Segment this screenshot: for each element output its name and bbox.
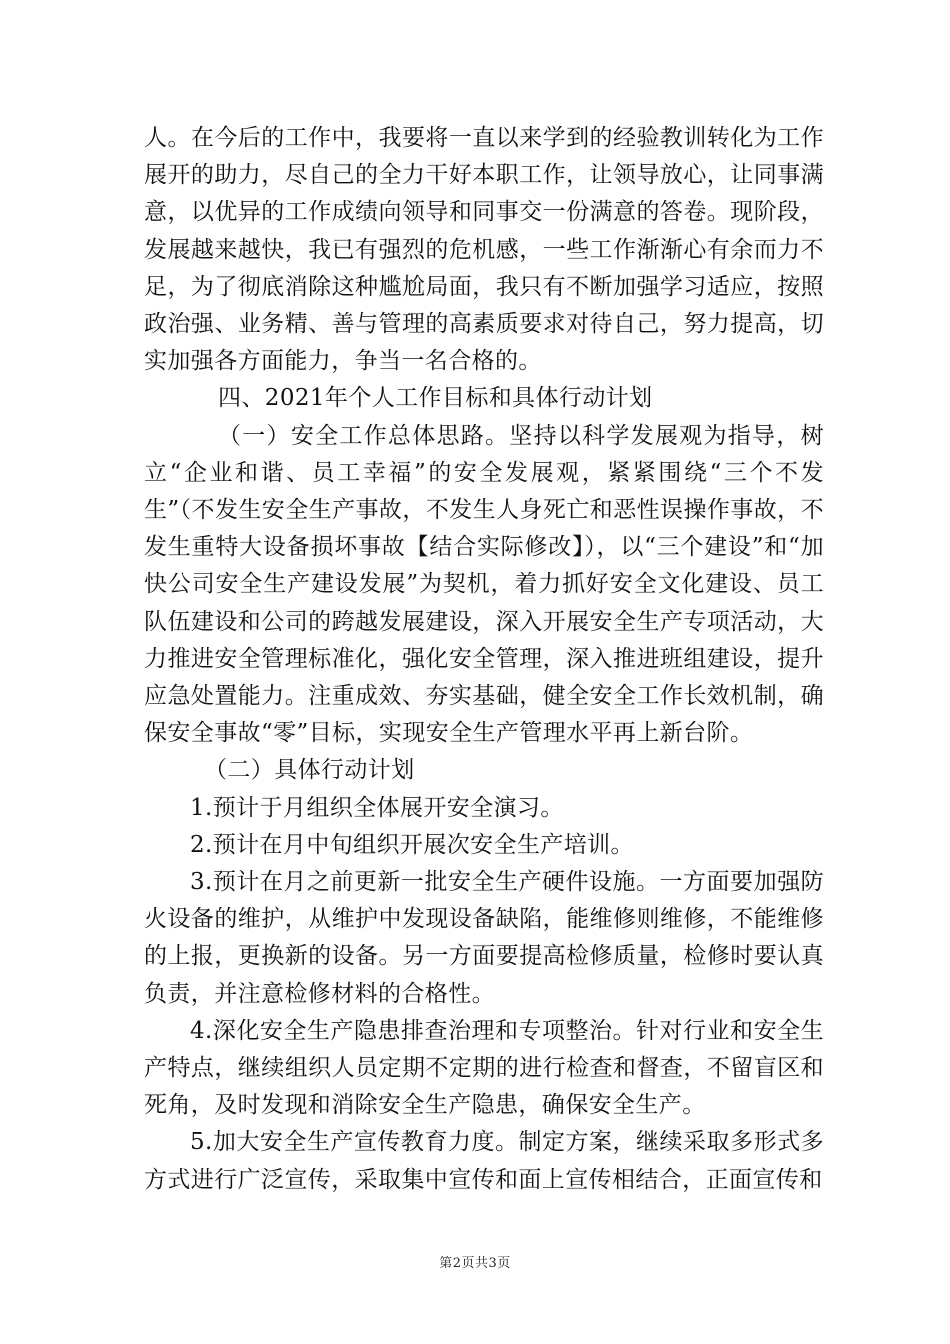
document-body [144,120,824,1199]
list-item-5: 5.加大安全生产宣传教育力度。制定方案，继续采取多形式多方式进行广泛宣传，采取集中宣传和面上宣传相结合，正面宣传和 [144,1129,824,1193]
list-item-1: 1.预计于月组织全体展开安全演习。 [190,794,564,821]
subheading-action-plan: （二）具体行动计划 [204,757,415,784]
list-item-2: 2.预计在月中旬组织开展次安全生产培训。 [190,831,634,858]
page-number: 第2页共3页 [439,1256,511,1271]
paragraph-safety-approach: （一）安全工作总体思路。坚持以科学发展观为指导，树立“企业和谐、员工幸福”的安全发展观，紧紧围绕“三个不发生”（不发生安全生产事故，不发生人身死亡和恶性误操作事故，不发生重特大设备损坏事故【结合实际修改】），以“三个建设”和“加快公司安全生产建设发展”为契机，着力抓好安全文化建设、员工队伍建设和公司的跨越发展建设，深入开展安全生产专项活动，大力推进安全管理标准化，强化安全管理，深入推进班组建设，提升应急处置能力。注重成效、夯实基础，健全安全工作长效机制，确保安全事故“零”目标，实现安全生产管理水平再上新台阶。 [144,422,824,747]
paragraph-continuation: 人。在今后的工作中，我要将一直以来学到的经验教训转化为工作展开的助力，尽自己的全力干好本职工作，让领导放心，让同事满意，以优异的工作成绩向领导和同事交一份满意的答卷。现阶段，发展越来越快，我已有强烈的危机感，一些工作渐渐心有余而力不足，为了彻底消除这种尴尬局面，我只有不断加强学习适应，按照政治强、业务精、善与管理的高素质要求对待自己，努力提高，切实加强各方面能力，争当一名合格的。 [144,125,824,375]
section-heading-four: 四、2021年个人工作目标和具体行动计划 [218,385,653,412]
list-item-4: 4.深化安全生产隐患排查治理和专项整治。针对行业和安全生产特点，继续组织人员定期不定期的进行检查和督查，不留盲区和死角，及时发现和消除安全生产隐患，确保安全生产。 [144,1017,824,1119]
list-item-3: 3.预计在月之前更新一批安全生产硬件设施。一方面要加强防火设备的维护，从维护中发现设备缺陷，能维修则维修，不能维修的上报，更换新的设备。另一方面要提高检修质量，检修时要认真负责，并注意检修材料的合格性。 [144,869,824,1007]
